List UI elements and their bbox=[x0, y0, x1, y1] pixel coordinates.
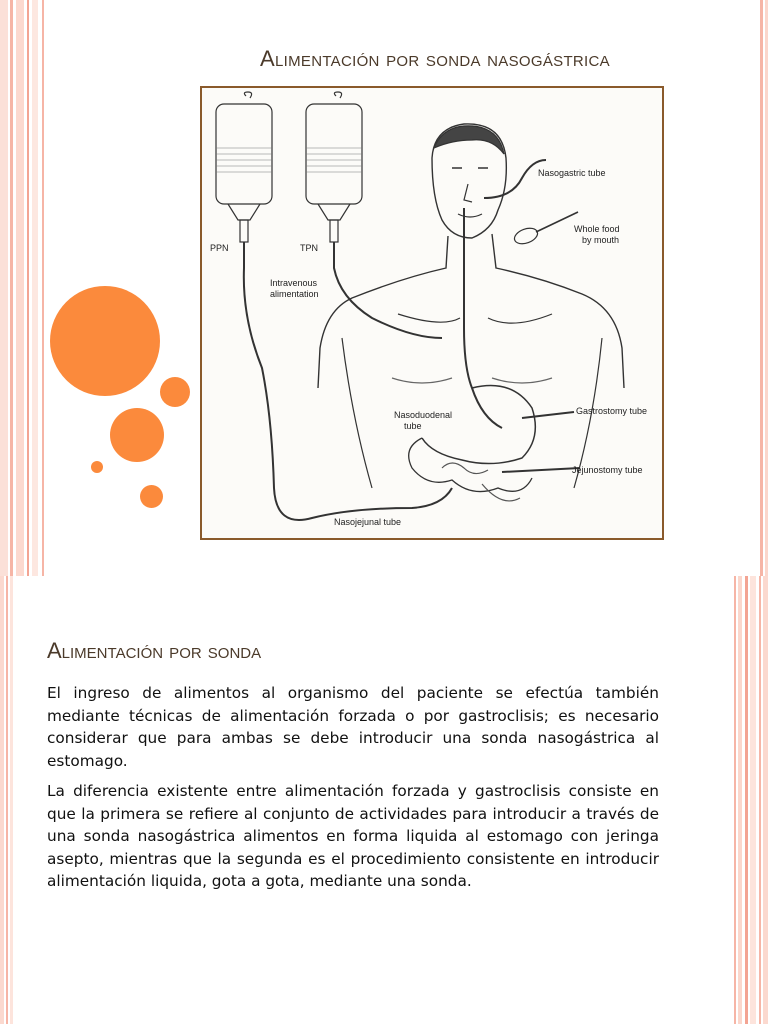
slide-2-body bbox=[47, 682, 659, 901]
right-stripes bbox=[760, 0, 768, 576]
label-nasojejunal-tube: Nasojejunal tube bbox=[334, 517, 402, 527]
decor-circle-medium bbox=[110, 408, 164, 462]
label-whole-food bbox=[574, 224, 620, 246]
slide-2-title: Alimentación por sonda bbox=[47, 638, 262, 663]
label-nasoduodenal-line2: tube bbox=[404, 421, 422, 431]
decor-circle-small-2 bbox=[140, 485, 163, 508]
right-stripes-2 bbox=[734, 576, 768, 1024]
label-nasoduodenal-line1: Nasoduodenal bbox=[394, 410, 453, 420]
feeding-tube-illustration bbox=[200, 86, 664, 540]
decor-circle-small bbox=[160, 377, 190, 407]
label-whole-food-line2: by mouth bbox=[582, 235, 620, 245]
label-nasogastric-tube: Nasogastric tube bbox=[538, 168, 606, 178]
label-whole-food-line1: Whole food bbox=[574, 224, 620, 234]
label-tpn: TPN bbox=[300, 243, 318, 253]
label-ppn: PPN bbox=[210, 243, 229, 253]
paragraph-1: El ingreso de alimentos al organismo del paciente se efectúa también mediante técnicas de alimentación forzada o por gastroclisis; es necesario considerar que para ambas se debe introducir una sonda nasogástrica al estomago. bbox=[47, 684, 659, 770]
slide-title: Alimentación por sonda nasogástrica bbox=[260, 46, 610, 71]
left-stripes bbox=[0, 0, 52, 576]
label-intravenous bbox=[270, 278, 319, 300]
decor-circle-tiny bbox=[91, 461, 103, 473]
label-jejunostomy-tube: Jejunostomy tube bbox=[572, 465, 643, 475]
label-intravenous-line1: Intravenous bbox=[270, 278, 318, 288]
slide-2 bbox=[0, 576, 768, 1024]
paragraph-2: La diferencia existente entre alimentación forzada y gastroclisis consiste en que la primera se refiere al conjunto de actividades para introducir a través de una sonda nasogástrica alimentos en forma liquida al estomago con jeringa asepto, mientras que la segunda es el procedimiento consistente en introducir alimentación liquida, gota a gota, mediante una sonda. bbox=[47, 782, 659, 890]
decor-circle-large bbox=[50, 286, 160, 396]
label-intravenous-line2: alimentation bbox=[270, 289, 319, 299]
label-gastrostomy-tube: Gastrostomy tube bbox=[576, 406, 648, 416]
left-stripes-2 bbox=[0, 576, 14, 1024]
label-nasoduodenal-tube bbox=[394, 410, 452, 432]
